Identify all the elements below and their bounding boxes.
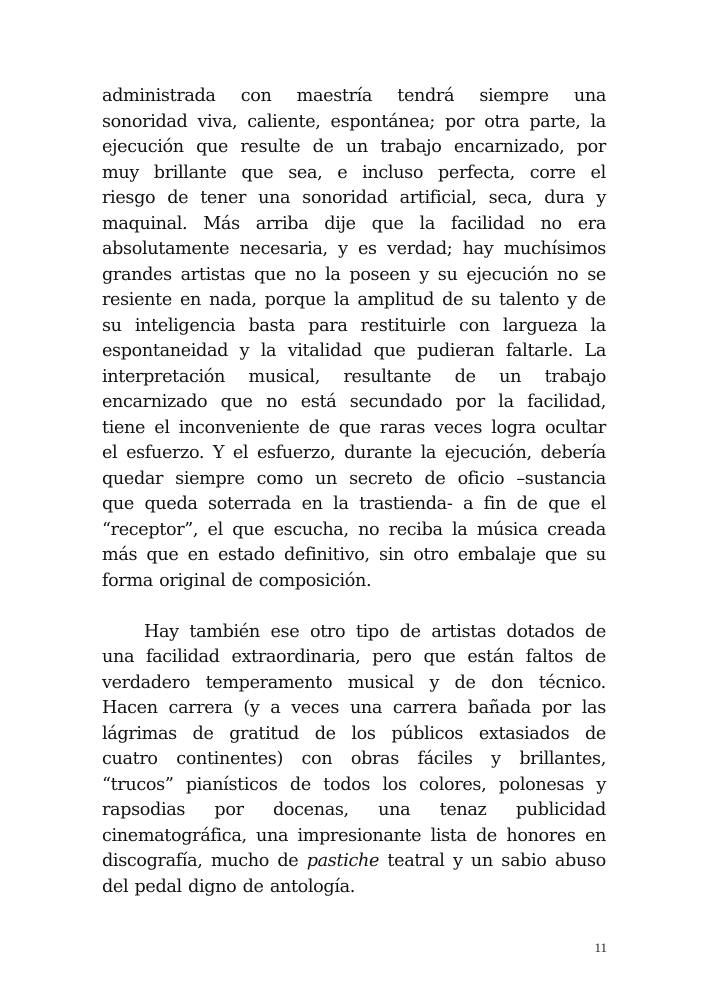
word: fin: [483, 494, 507, 514]
word: que: [423, 647, 456, 667]
word: muchísimos: [503, 239, 606, 259]
text-line: [102, 186, 606, 212]
word: obras: [350, 749, 399, 769]
word: porque: [264, 290, 326, 310]
word: extraordinaria,: [231, 647, 361, 667]
text-line: [102, 161, 606, 187]
word: riesgo: [102, 188, 156, 208]
word: otra: [484, 111, 520, 132]
word: de: [314, 723, 336, 744]
word: una: [258, 188, 291, 208]
word: por: [455, 392, 485, 412]
word: de: [424, 468, 446, 489]
word: vitalidad: [287, 341, 362, 361]
word: facilidad: [450, 213, 525, 234]
word: su: [437, 264, 458, 285]
word: don: [491, 672, 524, 693]
word: el: [590, 494, 606, 514]
word: facilidad: [146, 647, 220, 667]
word: hay: [462, 239, 494, 259]
word: faltos: [525, 647, 574, 667]
body-text: [102, 84, 606, 900]
word: por: [576, 137, 606, 157]
word: soterrada: [208, 494, 292, 514]
word: una: [256, 825, 289, 846]
text-line: [102, 798, 606, 824]
paragraph-spacer: [102, 594, 606, 620]
word: y: [419, 264, 429, 285]
text-line: [102, 543, 606, 569]
word: cuatro: [102, 749, 158, 769]
word: la: [498, 392, 514, 412]
word: la: [452, 519, 468, 540]
text-line: [102, 824, 606, 850]
word: abuso: [554, 851, 606, 871]
word: el: [154, 417, 170, 438]
word: veces: [291, 698, 340, 718]
word: faltarle.: [505, 341, 573, 361]
text-line: [102, 492, 606, 518]
word: un: [499, 366, 522, 387]
word: una: [102, 647, 135, 667]
word: pero: [372, 647, 412, 667]
word: siempre: [479, 86, 549, 106]
word: durante: [344, 443, 412, 463]
word: (y: [243, 698, 260, 718]
word: no: [540, 213, 562, 234]
word: de: [516, 494, 538, 514]
word: inconveniente: [178, 417, 300, 438]
word: necesaria,: [239, 239, 328, 259]
word: grandes: [102, 264, 172, 285]
word: carrera: [168, 698, 233, 718]
word: secundado: [349, 392, 443, 412]
word: el: [102, 443, 118, 463]
word: en: [187, 545, 209, 565]
word: tener: [200, 188, 247, 208]
word: secreto: [349, 468, 413, 489]
word: de: [289, 774, 311, 795]
text-line: [102, 722, 606, 748]
word: maestría: [296, 86, 373, 106]
word: trabajo: [380, 137, 442, 157]
word: de: [167, 188, 189, 208]
word: tendrá: [397, 86, 455, 106]
word: esfuerzo.: [126, 443, 205, 463]
text-line: [102, 390, 606, 416]
word: los: [382, 774, 407, 795]
word: y: [491, 749, 501, 769]
word: la: [260, 341, 277, 361]
word: los: [351, 723, 376, 744]
word: “trucos”: [102, 774, 174, 795]
word: espontaneidad: [102, 341, 229, 361]
word: trabajo: [544, 366, 606, 387]
word: sin: [379, 545, 404, 565]
word: es: [357, 239, 377, 259]
word: el: [232, 443, 249, 463]
word: lágrimas: [102, 723, 177, 744]
text-line: [102, 645, 606, 671]
word: de: [585, 723, 606, 744]
word: fáciles: [417, 749, 473, 769]
word: siempre: [175, 468, 245, 489]
word: pianísticos: [185, 774, 278, 795]
word: una: [573, 86, 606, 106]
word: dura: [544, 188, 585, 208]
word: la: [333, 494, 349, 514]
word: teatral: [387, 851, 445, 871]
word: verdadero: [102, 672, 191, 693]
word: debería: [540, 443, 606, 463]
word: y: [596, 188, 606, 208]
word: resulte: [240, 137, 301, 157]
word: reciba: [388, 519, 443, 540]
word: se: [587, 264, 606, 285]
word: técnico.: [538, 672, 606, 693]
word: basta: [248, 315, 296, 336]
word: a: [270, 698, 281, 718]
word: lista: [430, 825, 467, 846]
text-line: [102, 849, 606, 875]
text-line: [102, 773, 606, 799]
word: con: [301, 749, 333, 769]
word: Y: [212, 443, 225, 463]
word: su: [102, 315, 122, 336]
paragraph-2: [102, 620, 606, 901]
word: pudieran: [417, 341, 495, 361]
word: mucho: [210, 851, 269, 871]
text-line: [102, 416, 606, 442]
word: un: [345, 137, 368, 157]
word: artificial,: [399, 188, 477, 208]
word: docenas,: [273, 800, 349, 820]
word: no: [266, 392, 288, 412]
word: ejecución: [102, 137, 184, 157]
text-line: [102, 365, 606, 391]
word: interpretación: [102, 366, 225, 387]
word: definitivo,: [284, 545, 370, 565]
word: trastienda-: [359, 494, 453, 514]
word: logra: [491, 417, 536, 438]
word: y: [338, 239, 348, 259]
word: honores: [506, 825, 576, 846]
word: discografía,: [102, 851, 203, 871]
word: maquinal.: [102, 213, 188, 234]
word: talento: [498, 290, 560, 310]
word: continentes): [176, 749, 283, 769]
word: que: [338, 417, 371, 438]
word: un: [470, 851, 493, 871]
word: nada,: [209, 290, 257, 310]
word: queda: [144, 494, 198, 514]
word: el: [207, 519, 223, 540]
word: encarnizado: [102, 392, 208, 412]
word: no: [557, 264, 579, 285]
text-line: [102, 696, 606, 722]
word: parte,: [529, 111, 581, 132]
word: musical,: [248, 366, 320, 387]
text-line: [102, 339, 606, 365]
word: arriba: [255, 213, 309, 234]
text-line: [102, 110, 606, 136]
word: perfecta,: [437, 162, 515, 183]
word: sabio: [501, 851, 547, 871]
text-line: [102, 441, 606, 467]
word: que: [548, 494, 581, 514]
word: la: [325, 264, 341, 285]
word: otro: [413, 545, 449, 565]
word: artistas: [180, 264, 246, 285]
word: que: [232, 519, 265, 540]
word: escucha,: [273, 519, 349, 540]
word: que: [146, 545, 179, 565]
word: una: [378, 800, 411, 820]
word: musical: [347, 672, 414, 693]
word: sonoridad: [302, 188, 388, 208]
word: dotados: [506, 621, 575, 642]
text-line: [102, 135, 606, 161]
word: que: [241, 162, 274, 183]
word: cinematográfica,: [102, 825, 247, 846]
word: de: [312, 137, 334, 157]
word: como: [256, 468, 303, 489]
word: Hacen: [102, 698, 158, 718]
word: una: [349, 698, 383, 718]
word: su: [586, 545, 606, 565]
text-line: [102, 84, 606, 110]
text-line: [102, 747, 606, 773]
word: seca,: [488, 188, 533, 208]
word: administrada: [102, 86, 216, 106]
word: la: [590, 315, 606, 336]
word: que: [545, 545, 578, 565]
word: tiene: [102, 417, 146, 438]
word: polonesas: [498, 774, 584, 795]
word: y: [429, 672, 440, 693]
text-line: forma original de composición.: [102, 570, 372, 591]
word: viva,: [197, 111, 238, 132]
italic-word: pastiche: [306, 851, 380, 871]
word: inteligencia: [134, 315, 236, 336]
word: de: [399, 621, 421, 642]
word: por: [541, 698, 571, 718]
word: carrera: [392, 698, 457, 718]
word: la: [419, 213, 435, 234]
word: en: [301, 494, 323, 514]
text-line: [102, 237, 606, 263]
word: largueza: [502, 315, 578, 336]
word: verdad;: [387, 239, 453, 259]
word: tipo: [355, 621, 390, 642]
word: en: [180, 290, 202, 310]
word: Más: [203, 213, 240, 234]
word: muy: [102, 162, 139, 183]
text-line: [102, 518, 606, 544]
word: de: [584, 647, 606, 667]
page-number: 11: [594, 940, 607, 955]
word: corre: [529, 162, 576, 183]
word: están: [467, 647, 514, 667]
word: temperamento: [205, 672, 333, 693]
word: no: [358, 519, 380, 540]
word: restituirle: [360, 315, 446, 336]
word: de: [584, 290, 606, 310]
word: ejecución,: [444, 443, 532, 463]
word: la: [420, 443, 437, 463]
word: de: [584, 621, 606, 642]
text-line: [102, 263, 606, 289]
word: que: [254, 264, 286, 285]
text-line: [102, 467, 606, 493]
paragraph-1: [102, 84, 606, 594]
word: de: [192, 723, 214, 744]
word: por: [445, 111, 475, 132]
word: otro: [309, 621, 346, 642]
word: La: [584, 341, 606, 361]
word: sonoridad: [102, 111, 188, 132]
word: por: [214, 800, 244, 820]
word: la: [333, 290, 350, 310]
word: a: [462, 494, 474, 514]
word: con: [240, 86, 272, 106]
word: amplitud: [357, 290, 434, 310]
word: quedar: [102, 468, 164, 489]
word: las: [581, 698, 606, 718]
word: “receptor”,: [102, 519, 199, 540]
word: y: [452, 851, 463, 871]
word: más: [102, 545, 138, 565]
word: esfuerzo,: [256, 443, 336, 463]
word: de: [454, 672, 476, 693]
word: con: [458, 315, 490, 336]
word: brillantes,: [519, 749, 606, 769]
word: de: [277, 851, 299, 871]
text-line: del pedal digno de antología.: [102, 876, 355, 897]
text-line: [102, 288, 606, 314]
word: creada: [547, 519, 606, 540]
word: no: [294, 264, 317, 285]
word: publicidad: [515, 800, 606, 820]
word: de: [442, 290, 464, 310]
text-line: [102, 314, 606, 340]
word: y: [567, 290, 577, 310]
word: incluso: [362, 162, 424, 183]
word: de: [476, 825, 497, 846]
word: espontánea;: [330, 111, 436, 132]
word: de: [454, 366, 476, 387]
word: está: [300, 392, 337, 412]
word: rapsodias: [102, 800, 186, 820]
word: ese: [270, 621, 300, 642]
word: que: [102, 494, 134, 514]
word: todos: [323, 774, 371, 795]
word: dije: [324, 213, 356, 234]
word: e: [337, 162, 348, 183]
text-line: [102, 212, 606, 238]
word: música: [476, 519, 538, 540]
text-line: [102, 620, 606, 646]
word: raras: [379, 417, 425, 438]
word: era: [577, 213, 606, 234]
text-line: [102, 671, 606, 697]
word: colores,: [419, 774, 487, 795]
word: públicos: [391, 723, 464, 744]
word: ocultar: [545, 417, 606, 438]
word: brillante: [153, 162, 227, 183]
word: y: [596, 774, 606, 795]
word: para: [308, 315, 348, 336]
word: sea,: [288, 162, 323, 183]
word: gratitud: [229, 723, 299, 744]
word: impresionante: [297, 825, 422, 846]
word: resultante: [343, 366, 432, 387]
word: ejecución: [466, 264, 549, 285]
word: tenaz: [439, 800, 487, 820]
word: que: [220, 392, 253, 412]
word: poseen: [349, 264, 411, 285]
word: un: [315, 468, 337, 489]
word: en: [584, 825, 606, 846]
word: facilidad,: [527, 392, 606, 412]
word: y: [239, 341, 250, 361]
word: veces: [434, 417, 483, 438]
word: extasiados: [478, 723, 570, 744]
word: –sustancia: [516, 468, 606, 489]
word: bañada: [467, 698, 531, 718]
word: encarnizado,: [453, 137, 565, 157]
word: Hay: [144, 621, 179, 642]
word: oficio: [457, 468, 505, 489]
word: su: [471, 290, 491, 310]
word: estado: [217, 545, 275, 565]
word: resiente: [102, 290, 172, 310]
word: la: [590, 111, 606, 132]
word: artistas: [431, 621, 496, 642]
word: que: [196, 137, 229, 157]
word: absolutamente: [102, 239, 230, 259]
word: caliente,: [247, 111, 321, 132]
word: embalaje: [457, 545, 536, 565]
word: el: [590, 162, 606, 183]
word: de: [308, 417, 330, 438]
word: también: [189, 621, 260, 642]
word: que: [373, 341, 406, 361]
word: que: [371, 213, 404, 234]
